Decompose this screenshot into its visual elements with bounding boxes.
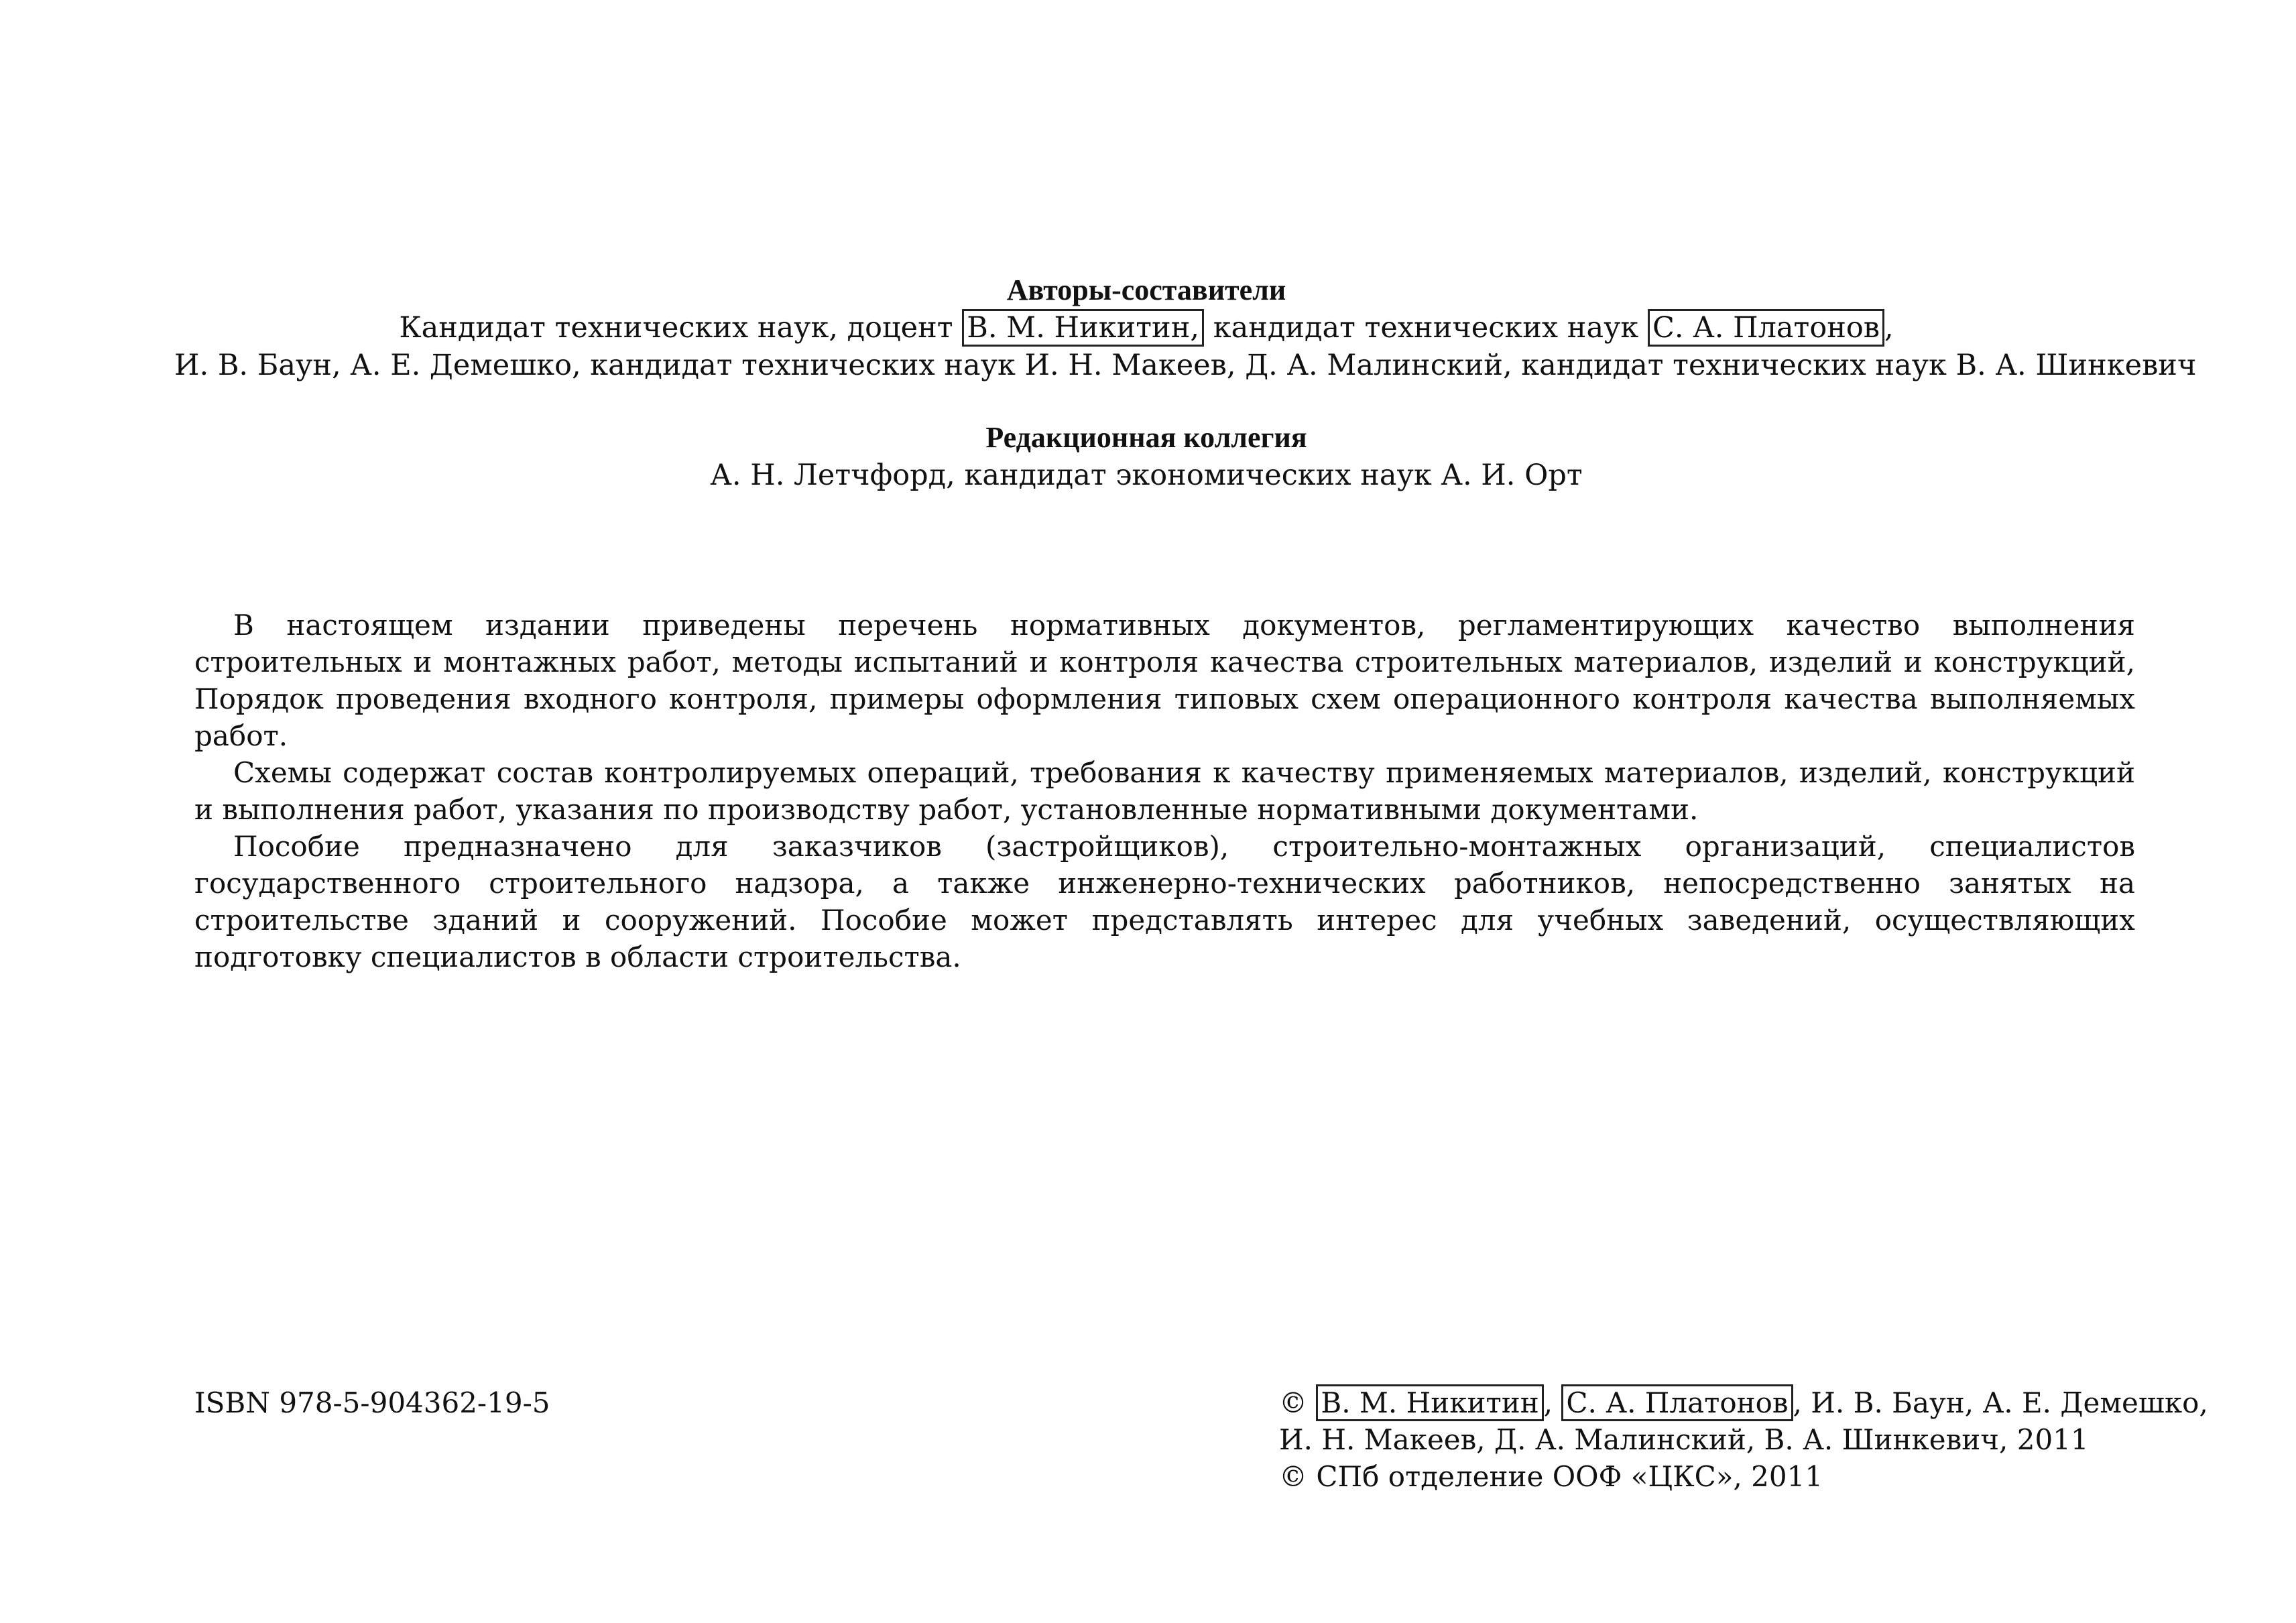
copyright-line-1 bbox=[1279, 1384, 2208, 1421]
authors-block bbox=[174, 272, 2197, 384]
copyright-separator: , bbox=[1543, 1386, 1562, 1419]
copyright-line-2: И. Н. Макеев, Д. А. Малинский, В. А. Шинкевич, 2011 bbox=[1279, 1423, 2089, 1456]
editorial-members: А. Н. Летчфорд, кандидат экономических наук А. И. Орт bbox=[710, 459, 1583, 492]
abstract-block bbox=[194, 607, 2135, 975]
copyright-author-nikitin-boxed: В. М. Никитин bbox=[1316, 1384, 1543, 1421]
copyright-line1-suffix: , И. В. Баун, А. Е. Демешко, bbox=[1793, 1386, 2208, 1419]
author-nikitin-boxed: В. М. Никитин, bbox=[962, 309, 1204, 347]
abstract-paragraph: Схемы содержат состав контролируемых операций, требования к качеству применяемых материалов, изделий, конструкций и выполнения работ, указания по производству работ, установленные нормативными документами. bbox=[194, 756, 2135, 826]
authors-line1-suffix: , bbox=[1884, 311, 1894, 345]
authors-line1-prefix: Кандидат технических наук, доцент bbox=[399, 311, 963, 345]
authors-line-2: И. В. Баун, А. Е. Демешко, кандидат технических наук И. Н. Макеев, Д. А. Малинский, кандидат технических наук В. А. Шинкевич bbox=[174, 349, 2197, 382]
copyright-line-3: © СПб отделение ООФ «ЦКС», 2011 bbox=[1279, 1460, 1823, 1493]
copyright-symbol: © bbox=[1279, 1386, 1317, 1419]
copyright-author-platonov-boxed: С. А. Платонов bbox=[1561, 1384, 1793, 1421]
abstract-paragraph: Пособие предназначено для заказчиков (застройщиков), строительно-монтажных организаций, специалистов государственного строительного надзора, а также инженерно-технических работников, непосредственно занятых на строительстве зданий и сооружений. Пособие может представлять интерес для учебных заведений, осуществляющих подготовку специалистов в области строительства. bbox=[194, 830, 2135, 973]
authors-line1-middle: кандидат технических наук bbox=[1204, 311, 1648, 345]
editorial-heading: Редакционная коллегия bbox=[985, 421, 1307, 454]
authors-line-1 bbox=[174, 309, 2118, 347]
authors-heading: Авторы-составители bbox=[1006, 274, 1286, 306]
author-platonov-boxed: С. А. Платонов bbox=[1648, 309, 1884, 347]
abstract-paragraph: В настоящем издании приведены перечень нормативных документов, регламентирующих качество выполнения строительных и монтажных работ, методы испытаний и контроля качества строительных материалов, изделий и конструкций, Порядок проведения входного контроля, примеры оформления типовых схем операционного контроля качества выполняемых работ. bbox=[194, 609, 2135, 752]
copyright-block bbox=[1279, 1384, 2208, 1495]
isbn-number: ISBN 978-5-904362-19-5 bbox=[194, 1386, 550, 1419]
editorial-board-block bbox=[174, 419, 2118, 494]
